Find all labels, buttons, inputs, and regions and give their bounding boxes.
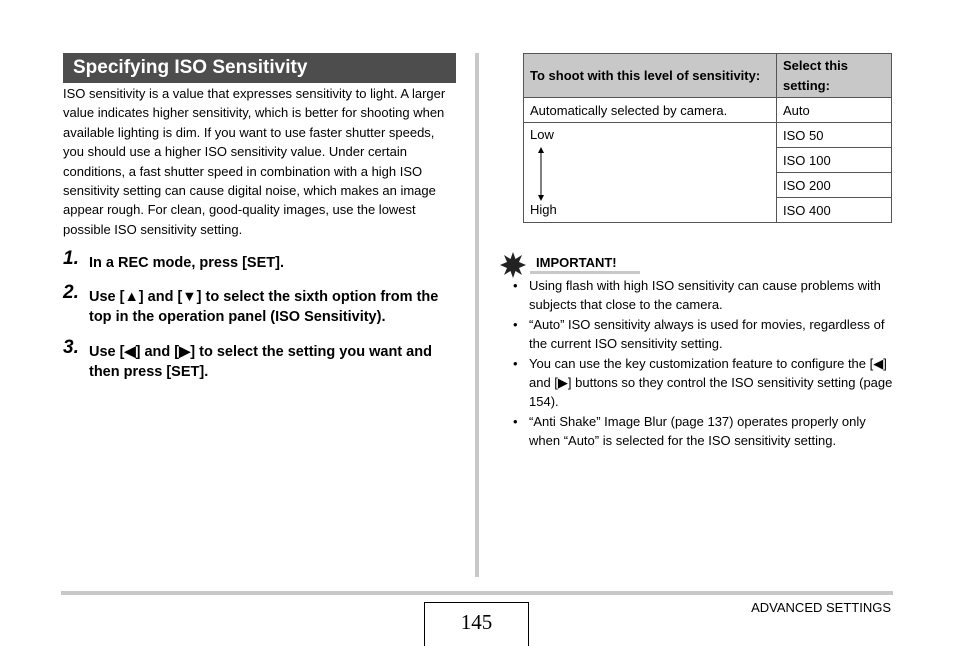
table-header-row xyxy=(524,54,892,98)
column-divider xyxy=(475,53,479,577)
step-number: 3. xyxy=(63,337,79,358)
step-text: Use [▲] and [▼] to select the sixth option from the top in the operation panel (ISO Sensitivity). xyxy=(89,289,439,325)
bullet: • xyxy=(513,278,518,293)
footer-section-label: ADVANCED SETTINGS xyxy=(751,600,891,615)
table-cell: Automatically selected by camera. xyxy=(524,98,777,123)
list-item xyxy=(513,354,893,412)
table-cell: Auto xyxy=(777,98,892,123)
step-3 xyxy=(63,337,463,382)
table-header-cell: Select this setting: xyxy=(777,54,892,98)
iso-table xyxy=(523,53,892,223)
bullet: • xyxy=(513,355,518,371)
table-cell: ISO 50 xyxy=(777,123,892,148)
important-notes xyxy=(513,276,893,451)
double-arrow-icon xyxy=(536,147,546,201)
note-text: You can use the key customization feature to configure the [◀] and [▶] buttons so they control the ISO sensitivity setting (page 154). xyxy=(529,355,893,410)
bullet: • xyxy=(513,413,518,429)
bullet: • xyxy=(513,316,518,332)
sensitivity-scale-cell xyxy=(524,123,777,223)
low-label: Low xyxy=(530,127,554,142)
step-text: In a REC mode, press [SET]. xyxy=(89,255,284,271)
starburst-icon xyxy=(500,252,526,278)
high-label: High xyxy=(530,202,557,217)
table-cell: ISO 400 xyxy=(777,198,892,223)
step-number: 1. xyxy=(63,248,79,269)
list-item xyxy=(513,276,893,315)
step-2 xyxy=(63,282,463,327)
important-label: IMPORTANT! xyxy=(536,255,617,270)
note-text: Using flash with high ISO sensitivity can cause problems with subjects that close to the camera. xyxy=(529,278,881,313)
important-underline xyxy=(530,271,640,274)
list-item xyxy=(513,315,893,354)
table-cell: ISO 100 xyxy=(777,148,892,173)
table-row xyxy=(524,123,892,148)
note-text: “Anti Shake” Image Blur (page 137) operates properly only when “Auto” is selected for the ISO sensitivity setting. xyxy=(529,413,866,449)
list-item xyxy=(513,412,893,451)
step-text: Use [◀] and [▶] to select the setting you want and then press [SET]. xyxy=(89,344,432,380)
important-heading xyxy=(500,252,640,276)
section-title: Specifying ISO Sensitivity xyxy=(63,53,456,83)
table-row xyxy=(524,98,892,123)
step-number: 2. xyxy=(63,282,79,303)
note-text: “Auto” ISO sensitivity always is used for movies, regardless of the current ISO sensitivity setting. xyxy=(529,316,885,352)
intro-paragraph: ISO sensitivity is a value that expresses sensitivity to light. A larger value indicates higher sensitivity, which is better for shooting when available lighting is dim. If you want to use faster shutter speeds, you should use a higher ISO sensitivity value. Under certain conditions, a fast shutter speed in combination with a high ISO sensitivity setting can cause digital noise, which makes an image appear rough. For clean, good-quality images, use the lowest possible ISO sensitivity setting. xyxy=(63,86,446,237)
step-1 xyxy=(63,248,463,273)
page-number: 145 xyxy=(424,602,529,646)
footer-divider xyxy=(61,591,893,595)
table-cell: ISO 200 xyxy=(777,173,892,198)
table-header-cell: To shoot with this level of sensitivity: xyxy=(524,54,777,98)
